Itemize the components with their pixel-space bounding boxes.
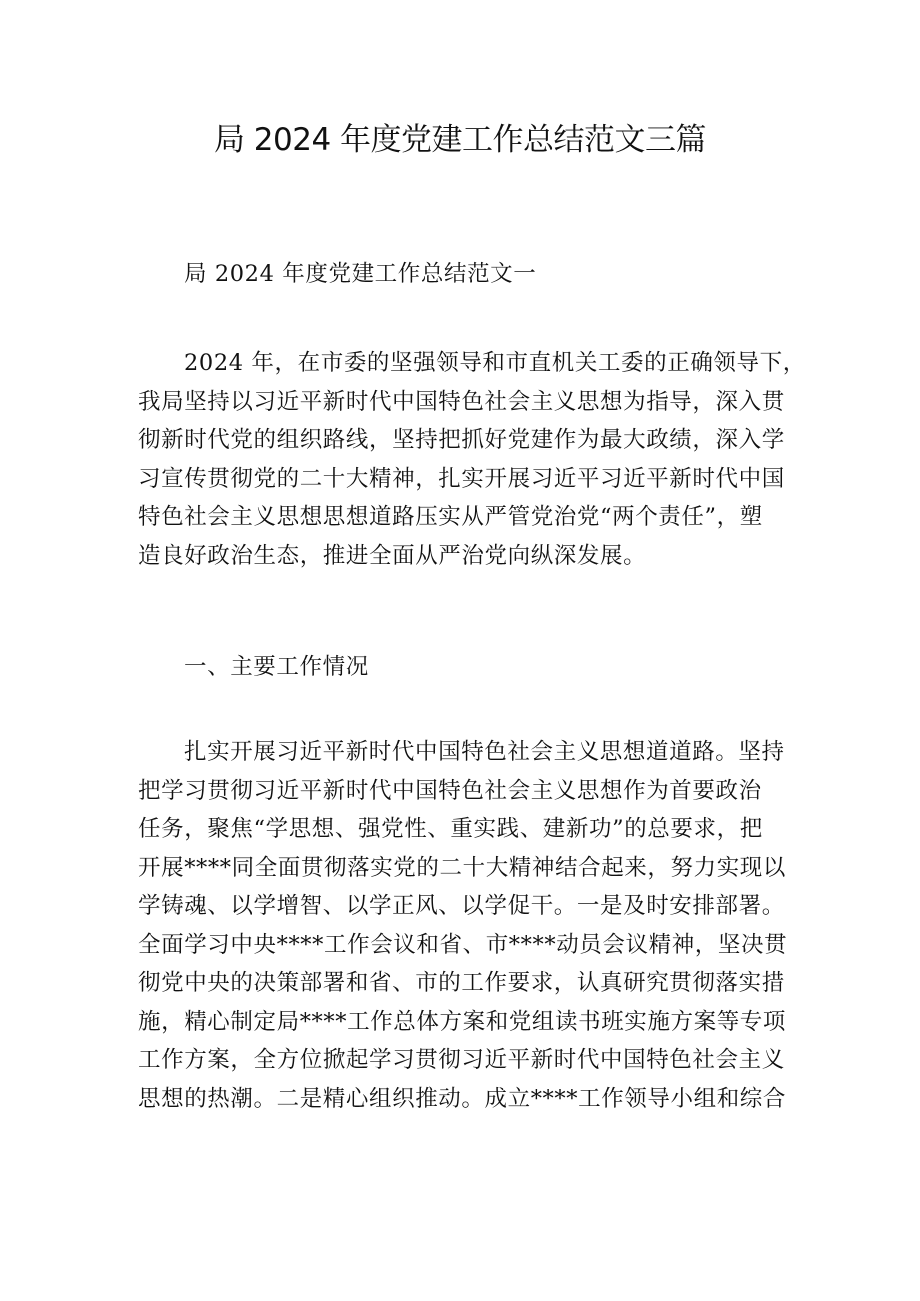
- intro-line: 2024 年，在市委的坚强领导和市直机关工委的正确领导下，: [184, 350, 806, 376]
- intro-line: 习宣传贯彻党的二十大精神，扎实开展习近平习近平新时代中国: [138, 465, 785, 492]
- body-line: 把学习贯彻习近平新时代中国特色社会主义思想作为首要政治: [138, 777, 762, 804]
- document-subtitle: [138, 255, 804, 294]
- intro-paragraph: [138, 344, 804, 575]
- intro-line: 我局坚持以习近平新时代中国特色社会主义思想为指导，深入贯: [138, 388, 785, 415]
- body-line: 施，精心制定局****工作总体方案和党组读书班实施方案等专项: [138, 1008, 787, 1035]
- body-line: 彻党中央的决策部署和省、市的工作要求，认真研究贯彻落实措: [138, 970, 785, 996]
- body-line: 扎实开展习近平新时代中国特色社会主义思想道道路。坚持: [184, 739, 785, 765]
- body-line: 开展****同全面贯彻落实党的二十大精神结合起来，努力实现以: [138, 854, 787, 881]
- body-line: 任务，聚焦“学思想、强党性、重实践、建新功”的总要求，把: [138, 816, 763, 842]
- body-line: 工作方案，全方位掀起学习贯彻习近平新时代中国特色社会主义: [138, 1047, 785, 1073]
- document-title: 局 2024 年度党建工作总结范文三篇: [213, 122, 707, 158]
- body-line: 思想的热潮。二是精心组织推动。成立****工作领导小组和综合: [138, 1085, 787, 1112]
- section-heading: [138, 648, 804, 687]
- body-line: 学铸魂、以学增智、以学正风、以学促干。一是及时安排部署。: [138, 893, 785, 919]
- intro-line: 造良好政治生态，推进全面从严治党向纵深发展。: [138, 542, 647, 569]
- section-heading-text: 一、主要工作情况: [184, 654, 369, 680]
- intro-line: 彻新时代党的组织路线，坚持把抓好党建作为最大政绩，深入学: [138, 427, 785, 453]
- body-line: 全面学习中央****工作会议和省、市****动员会议精神，坚决贯: [138, 931, 788, 958]
- intro-line: 特色社会主义思想思想道路压实从严管党治党“两个责任”，塑: [138, 504, 763, 530]
- body-paragraph: [138, 733, 804, 1118]
- subtitle-text: 局 2024 年度党建工作总结范文一: [184, 261, 537, 287]
